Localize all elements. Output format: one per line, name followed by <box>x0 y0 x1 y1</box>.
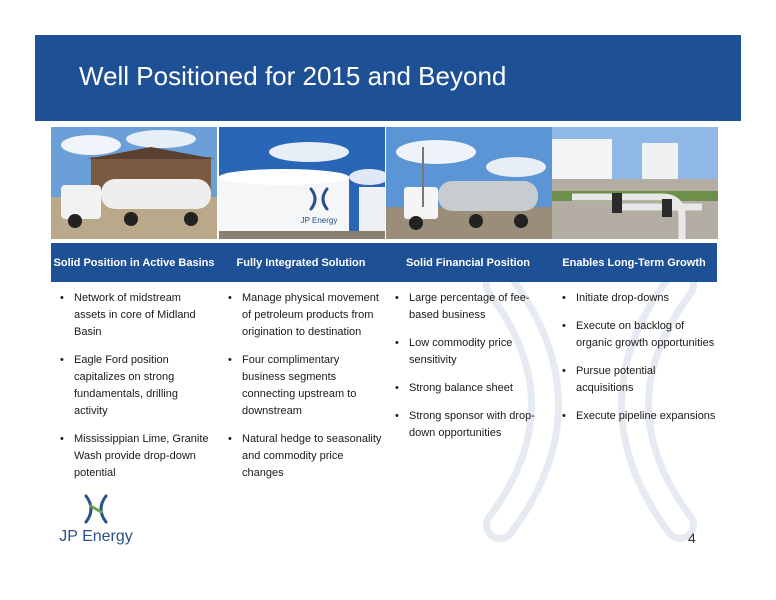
pillar-column <box>224 290 382 493</box>
pillar-column <box>391 290 549 453</box>
bullet-item: • Network of midstream assets in core of Midland Basin <box>56 290 214 341</box>
pillar-header: Solid Position in Active Basins <box>53 256 215 269</box>
bullet-item: • Initiate drop-downs <box>558 290 716 307</box>
bullet-item: • Eagle Ford position capitalizes on strong fundamentals, drilling activity <box>56 352 214 420</box>
logo-wordmark: JP Energy <box>59 528 133 545</box>
propane-truck-photo <box>51 127 217 239</box>
bullet-item: • Strong sponsor with drop-down opportunities <box>391 408 549 442</box>
bullet-item: • Natural hedge to seasonality and commodity price changes <box>224 431 382 482</box>
logo-mark-icon <box>82 493 110 525</box>
pillar-header: Solid Financial Position <box>405 256 531 269</box>
bullet-item: • Strong balance sheet <box>391 380 549 397</box>
svg-text:JP Energy: JP Energy <box>300 216 338 225</box>
pillar-header: Enables Long-Term Growth <box>562 256 706 269</box>
pillar-header: Fully Integrated Solution <box>236 256 366 269</box>
bullet-list <box>391 290 549 442</box>
pillar-header-band <box>51 243 717 282</box>
pillar-column <box>56 290 214 493</box>
tanker-truck-photo <box>386 127 552 239</box>
company-logo <box>56 493 136 548</box>
bullet-item: • Low commodity price sensitivity <box>391 335 549 369</box>
bullet-list <box>558 290 716 425</box>
page-number: 4 <box>688 530 696 546</box>
bullet-item: • Pursue potential acquisitions <box>558 363 716 397</box>
pipeline-facility-photo <box>552 127 718 239</box>
bullet-item: • Manage physical movement of petroleum products from origination to destination <box>224 290 382 341</box>
bullet-list <box>224 290 382 482</box>
pillar-column <box>558 290 716 436</box>
bullet-item: • Mississippian Lime, Granite Wash provide drop-down potential <box>56 431 214 482</box>
title-bar <box>35 35 741 121</box>
bullet-item: • Large percentage of fee-based business <box>391 290 549 324</box>
bullet-item: • Execute pipeline expansions <box>558 408 716 425</box>
bullet-item: • Execute on backlog of organic growth opportunities <box>558 318 716 352</box>
bullet-item: • Four complimentary business segments connecting upstream to downstream <box>224 352 382 420</box>
bullet-list <box>56 290 214 482</box>
page-title: Well Positioned for 2015 and Beyond <box>79 61 507 91</box>
storage-tank-photo <box>219 127 385 239</box>
